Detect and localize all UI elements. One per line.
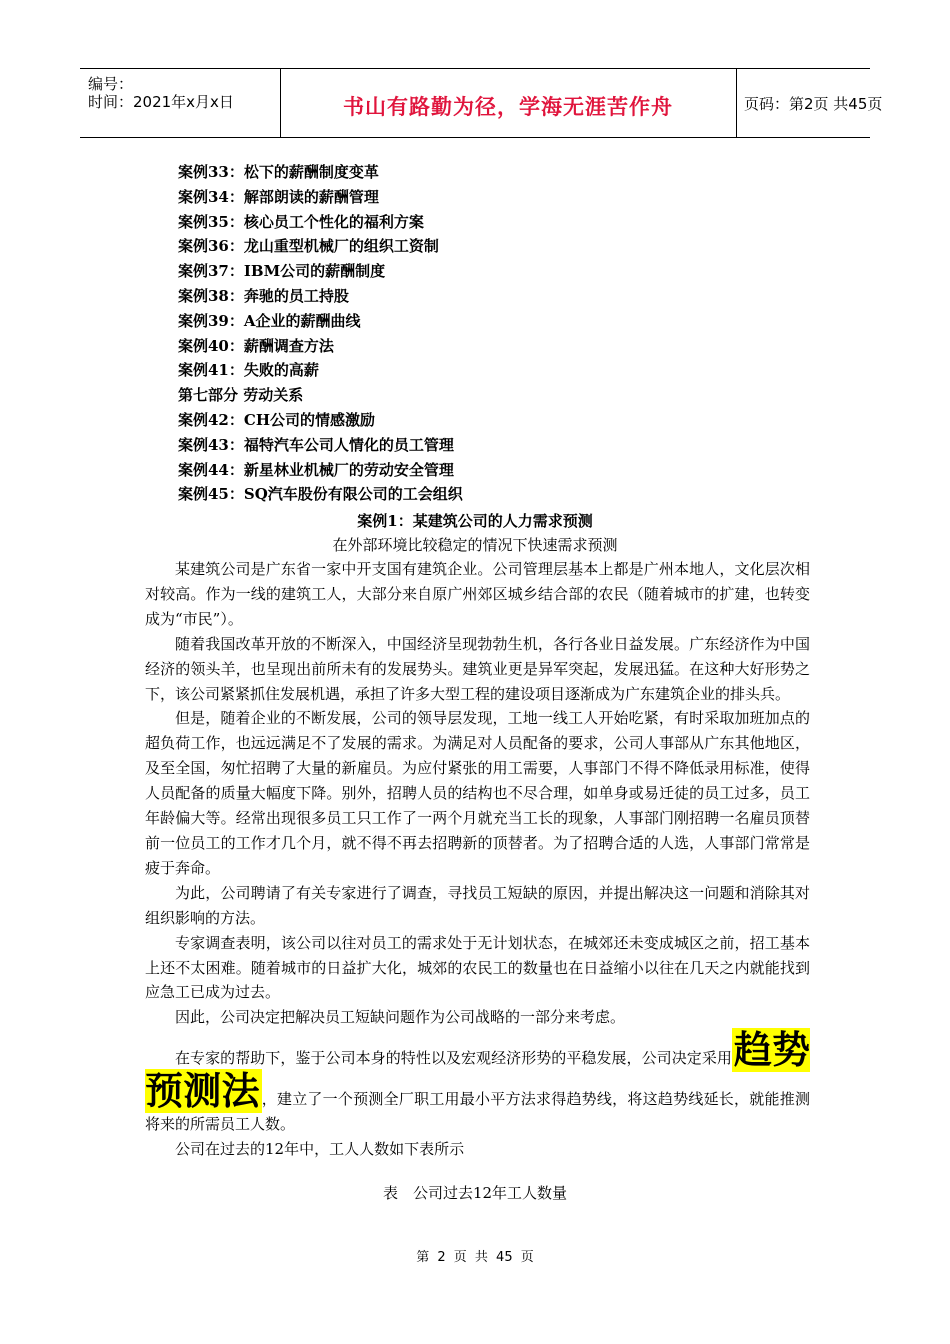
toc-item: 案例38：奔驰的员工持股 <box>178 286 349 305</box>
toc-item: 案例40：薪酬调查方法 <box>178 336 334 355</box>
toc-item: 案例34：解部朗读的薪酬管理 <box>178 187 379 206</box>
highlighted-term: 趋势预测法 <box>145 1028 810 1114</box>
page-footer: 第 2 页 共 45 页 <box>416 1250 534 1265</box>
case-title: 案例1：某建筑公司的人力需求预测 <box>357 512 593 530</box>
page-header <box>80 68 883 138</box>
doc-number-label: 编号： <box>88 75 134 93</box>
page-code: 页码：第2页 共45页 <box>744 95 883 113</box>
method-text-before: 在专家的帮助下，鉴于公司本身的特性以及宏观经济形势的平稳发展，公司决定采用 <box>175 1049 732 1068</box>
toc-section-heading: 第七部分 劳动关系 <box>178 386 304 405</box>
paragraph: 随着我国改革开放的不断深入，中国经济呈现勃勃生机，各行各业日益发展。广东经济作为中国经济的领头羊，也呈现出前所未有的发展势头。建筑业更是异军突起，发展迅猛。在这种大好形势之下，该公司紧紧抓住发展机遇，承担了许多大型工程的建设项目逐渐成为广东建筑企业的排头兵。 <box>145 634 810 703</box>
toc-item: 案例35：核心员工个性化的福利方案 <box>178 212 424 231</box>
motto-text: 书山有路勤为径，学海无涯苦作舟 <box>343 95 673 119</box>
body-text <box>145 557 810 1162</box>
header-mid-cell <box>280 69 737 137</box>
toc-item: 案例42：CH公司的情感激励 <box>178 410 375 429</box>
paragraph: 公司在过去的12年中，工人人数如下表所示 <box>175 1139 465 1158</box>
table-of-contents <box>178 160 463 507</box>
toc-item: 案例39：A企业的薪酬曲线 <box>178 311 361 330</box>
toc-item: 案例45：SQ汽车股份有限公司的工会组织 <box>178 485 463 504</box>
paragraph: 但是，随着企业的不断发展，公司的领导层发现，工地一线工人开始吃紧，有时采取加班加点的超负荷工作，也远远满足不了发展的需求。为满足对人员配备的要求，公司人事部从广东其他地区，及至全国，匆忙招聘了大量的新雇员。为应付紧张的用工需要，人事部门不得不降低录用标准，使得人员配备的质量大幅度下降。别外，招聘人员的结构也不尽合理，如单身或易迁徒的员工过多，员工年龄偏大等。经常出现很多员工只工作了一两个月就充当工长的现象，人事部门刚招聘一名雇员顶替前一位员工的工作才几个月，就不得不再去招聘新的顶替者。为了招聘合适的人选，人事部门常常是疲于奔命。 <box>145 709 810 877</box>
date-label: 时间：2021年x月x日 <box>88 93 234 111</box>
toc-item: 案例44：新星林业机械厂的劳动安全管理 <box>178 460 454 479</box>
toc-item: 案例37：IBM公司的薪酬制度 <box>178 262 386 281</box>
toc-item: 案例36：龙山重型机械厂的组织工资制 <box>178 237 439 256</box>
paragraph: 为此，公司聘请了有关专家进行了调查，寻找员工短缺的原因，并提出解决这一问题和消除其对组织影响的方法。 <box>145 883 810 927</box>
table-caption: 表 公司过去12年工人数量 <box>382 1184 568 1202</box>
header-left-cell <box>80 69 281 137</box>
toc-item: 案例33：松下的薪酬制度变革 <box>178 163 379 181</box>
method-text-after: ，建立了一个预测全厂职工用最小平方法求得趋势线，将这趋势线延长，就能推测将来的所需员工人数。 <box>145 1090 810 1134</box>
paragraph: 因此，公司决定把解决员工短缺问题作为公司战略的一部分来考虑。 <box>175 1008 626 1027</box>
case-subtitle: 在外部环境比较稳定的情况下快速需求预测 <box>332 536 618 554</box>
paragraph: 专家调查表明，该公司以往对员工的需求处于无计划状态，在城郊还未变成城区之前，招工基本上还不太困难。随着城市的日益扩大化，城郊的农民工的数量也在日益缩小以往在几天之内就能找到应急工已成为过去。 <box>145 933 810 1002</box>
toc-item: 案例41：失败的高薪 <box>178 361 319 380</box>
toc-item: 案例43：福特汽车公司人情化的员工管理 <box>178 435 454 454</box>
paragraph: 某建筑公司是广东省一家中开支国有建筑企业。公司管理层基本上都是广州本地人，文化层次相对较高。作为一线的建筑工人，大部分来自原广州郊区城乡结合部的农民（随着城市的扩建，也转变成为“市民”）。 <box>145 560 810 628</box>
method-paragraph <box>145 1030 810 1137</box>
header-right-cell <box>736 69 883 137</box>
